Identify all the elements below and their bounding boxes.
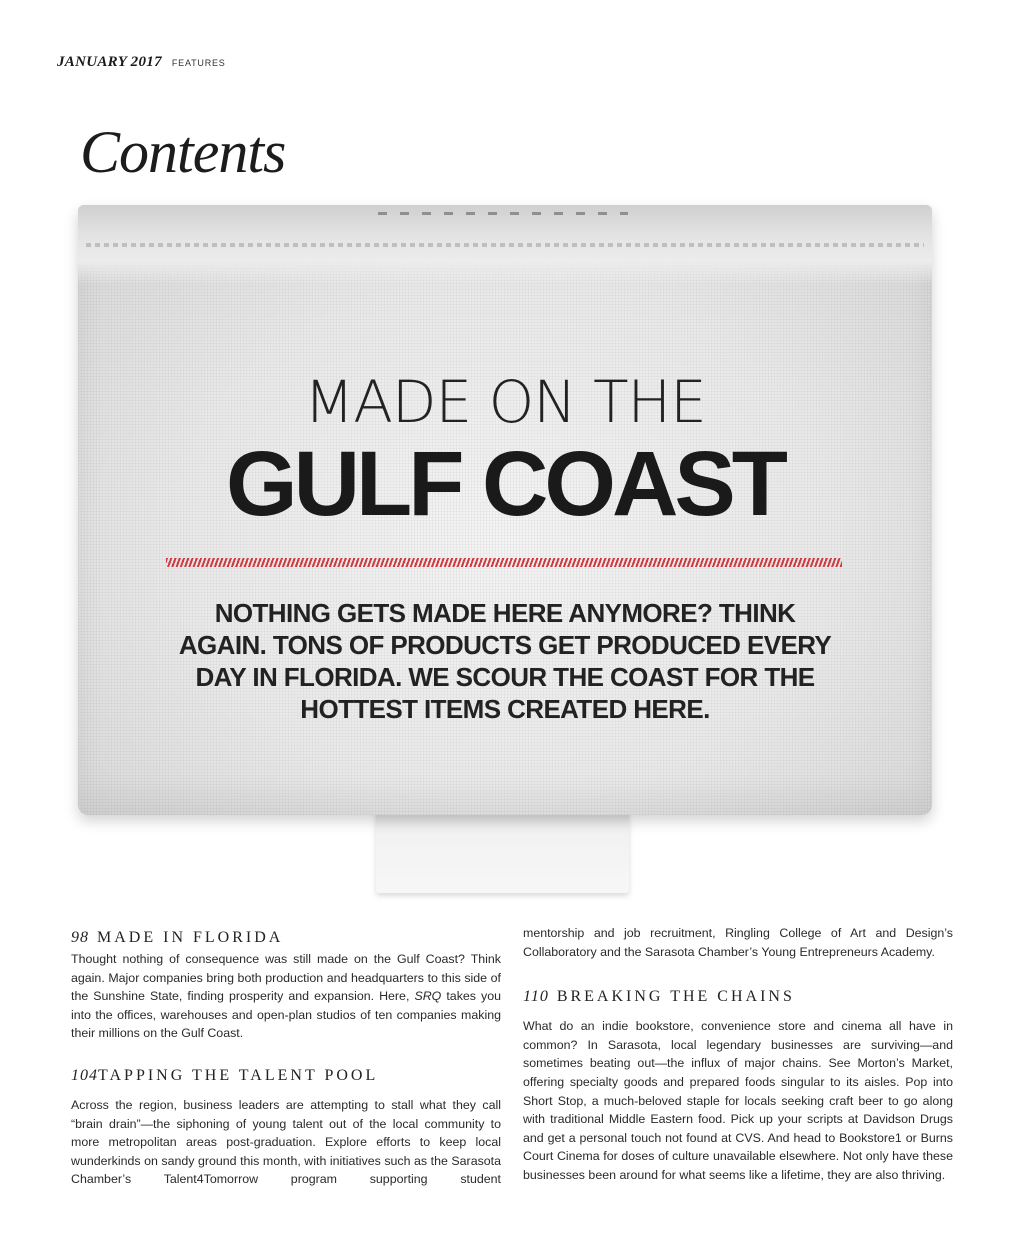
page-title: Contents — [80, 119, 286, 185]
toc-entry-breaking-chains — [523, 985, 953, 1184]
cover-label-image — [78, 205, 932, 895]
entry-body-text: takes you into the offices, warehouses and open-plan studios of ten companies making their millions on the Gulf Coast. — [71, 989, 501, 1041]
toc-column-left — [71, 926, 501, 1189]
red-hatched-rule — [166, 558, 842, 567]
entry-heading — [71, 1064, 501, 1088]
entry-body — [71, 950, 501, 1043]
entry-title: BREAKING THE CHAINS — [556, 988, 795, 1006]
entry-heading — [523, 985, 953, 1009]
entry-page-number: 104 — [71, 1066, 98, 1084]
entry-page-number: 110 — [523, 988, 549, 1006]
label-tab — [376, 807, 629, 893]
label-stitch — [86, 243, 924, 247]
entry-title: MADE IN FLORIDA — [97, 929, 284, 946]
entry-page-number: 98 — [71, 929, 89, 946]
toc-column-right — [523, 924, 953, 1185]
entry-body-text: Thought nothing of consequence was still made on the Gulf Coast? Think again. Major companies bring both production and headquarters to this side of the Sunshine State, finding prosperity and expansion. Here, — [71, 952, 501, 1004]
toc-entry-made-in-florida — [71, 926, 501, 1043]
section-label: FEATURES — [171, 58, 226, 68]
label-top-stitch — [378, 212, 628, 215]
entry-body: What do an indie bookstore, convenience store and cinema all have in common? In Sarasota, local legendary businesses are surviving—and sometimes beating out—the influx of major chains. See Morton’s Market, offering specialty goods and prepared foods singular to its aisles. Pop into Short Stop, a much-beloved staple for locals seeking craft beer to go along with traditional Middle Eastern food. Pick up your scripts at Davidson Drugs and get a personal touch not found at CVS. And head to Bookstore1 or Burns Court Cinema for doses of culture unavailable elsewhere. Not only have these businesses been around for what seems like a lifetime, they are also thriving. — [523, 1019, 953, 1182]
entry-heading — [71, 926, 501, 950]
cover-headline: GULF COAST — [226, 433, 784, 535]
cover-deck: NOTHING GETS MADE HERE ANYMORE? THINK AGAIN. TONS OF PRODUCTS GET PRODUCED EVERY DAY IN FLORIDA. WE SCOUR THE COAST FOR THE HOTTEST ITEMS CREATED HERE. — [178, 598, 832, 724]
label-fabric — [78, 205, 932, 815]
entry-title: TAPPING THE TALENT POOL — [98, 1066, 379, 1084]
entry-body: mentorship and job recruitment, Ringling College of Art and Design’s Collaboratory and the Sarasota Chamber’s Young Entrepreneurs Academy. — [523, 926, 953, 959]
issue-date: JANUARY 2017 — [57, 54, 162, 70]
entry-body: Across the region, business leaders are attempting to stall what they call “brain drain”—the siphoning of young talent out of the local community to more metropolitan areas post-graduation. Explore efforts to keep local wunderkinds on sandy ground this month, with initiatives such as the Sarasota Chamber’s Talent4Tomorrow program supporting student — [71, 1097, 501, 1187]
cover-kicker: MADE ON THE — [304, 368, 706, 436]
issue-line — [57, 54, 226, 71]
toc-entry-talent-pool-continued — [523, 924, 953, 961]
magazine-name: SRQ — [414, 989, 442, 1004]
toc-entry-talent-pool — [71, 1064, 501, 1189]
